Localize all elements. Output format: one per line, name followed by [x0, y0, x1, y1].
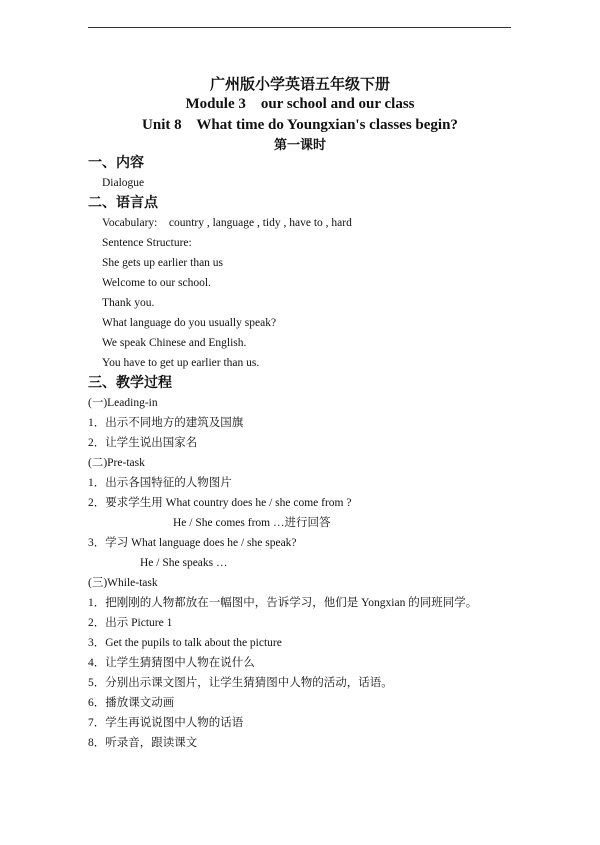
step-item: 2．要求学生用 What country does he / she come from ?: [88, 497, 352, 509]
step-item: 5．分别出示课文图片，让学生猜猜图中人物的活动，话语。: [88, 677, 393, 689]
step-item: 8．听录音，跟读课文: [88, 737, 198, 749]
sentence-structure-label: Sentence Structure:: [102, 237, 192, 249]
step-item-continuation: He / She comes from …进行回答: [173, 517, 331, 529]
step-item: 6．播放课文动画: [88, 697, 175, 709]
step-item: 3．学习 What language does he / she speak?: [88, 537, 297, 549]
step-item: 3．Get the pupils to talk about the picture: [88, 637, 282, 649]
module-title: Module 3 our school and our class: [185, 96, 415, 112]
sentence-line: You have to get up earlier than us.: [102, 357, 260, 369]
lesson-title: 第一课时: [273, 138, 326, 153]
sentence-line: She gets up earlier than us: [102, 257, 224, 269]
while-task-label: (三)While-task: [88, 577, 158, 589]
step-item: 4．让学生猜猜图中人物在说什么: [88, 657, 255, 669]
step-item: 1．把刚刚的人物都放在一幅图中，告诉学习，他们是 Yongxian 的同班同学。: [88, 597, 478, 609]
step-item: 2．出示 Picture 1: [88, 617, 173, 629]
step-item-continuation: He / She speaks …: [140, 557, 228, 569]
sentence-line: Welcome to our school.: [102, 277, 211, 289]
header-rule: [88, 27, 511, 28]
step-item: 2．让学生说出国家名: [88, 437, 198, 449]
step-item: 1．出示不同地方的建筑及国旗: [88, 417, 244, 429]
title-block: [0, 74, 600, 156]
sentence-line: What language do you usually speak?: [102, 317, 277, 329]
section-content-heading: 一、内容: [88, 155, 144, 171]
section-language-points-heading: 二、语言点: [88, 195, 158, 211]
sentence-line: Thank you.: [102, 297, 155, 309]
vocabulary-line: Vocabulary: country , language , tidy , have to , hard: [102, 217, 352, 229]
step-item: 1．出示各国特征的人物图片: [88, 477, 232, 489]
leading-in-label: (一)Leading-in: [88, 397, 158, 409]
content-line: Dialogue: [102, 177, 145, 189]
step-item: 7．学生再说说图中人物的话语: [88, 717, 244, 729]
pre-task-label: (二)Pre-task: [88, 457, 145, 469]
section-teaching-process-heading: 三、教学过程: [88, 375, 172, 391]
series-title: 广州版小学英语五年级下册: [209, 75, 390, 93]
document-body: [88, 153, 558, 753]
unit-title: Unit 8 What time do Youngxian's classes begin?: [142, 117, 458, 133]
sentence-line: We speak Chinese and English.: [102, 337, 247, 349]
